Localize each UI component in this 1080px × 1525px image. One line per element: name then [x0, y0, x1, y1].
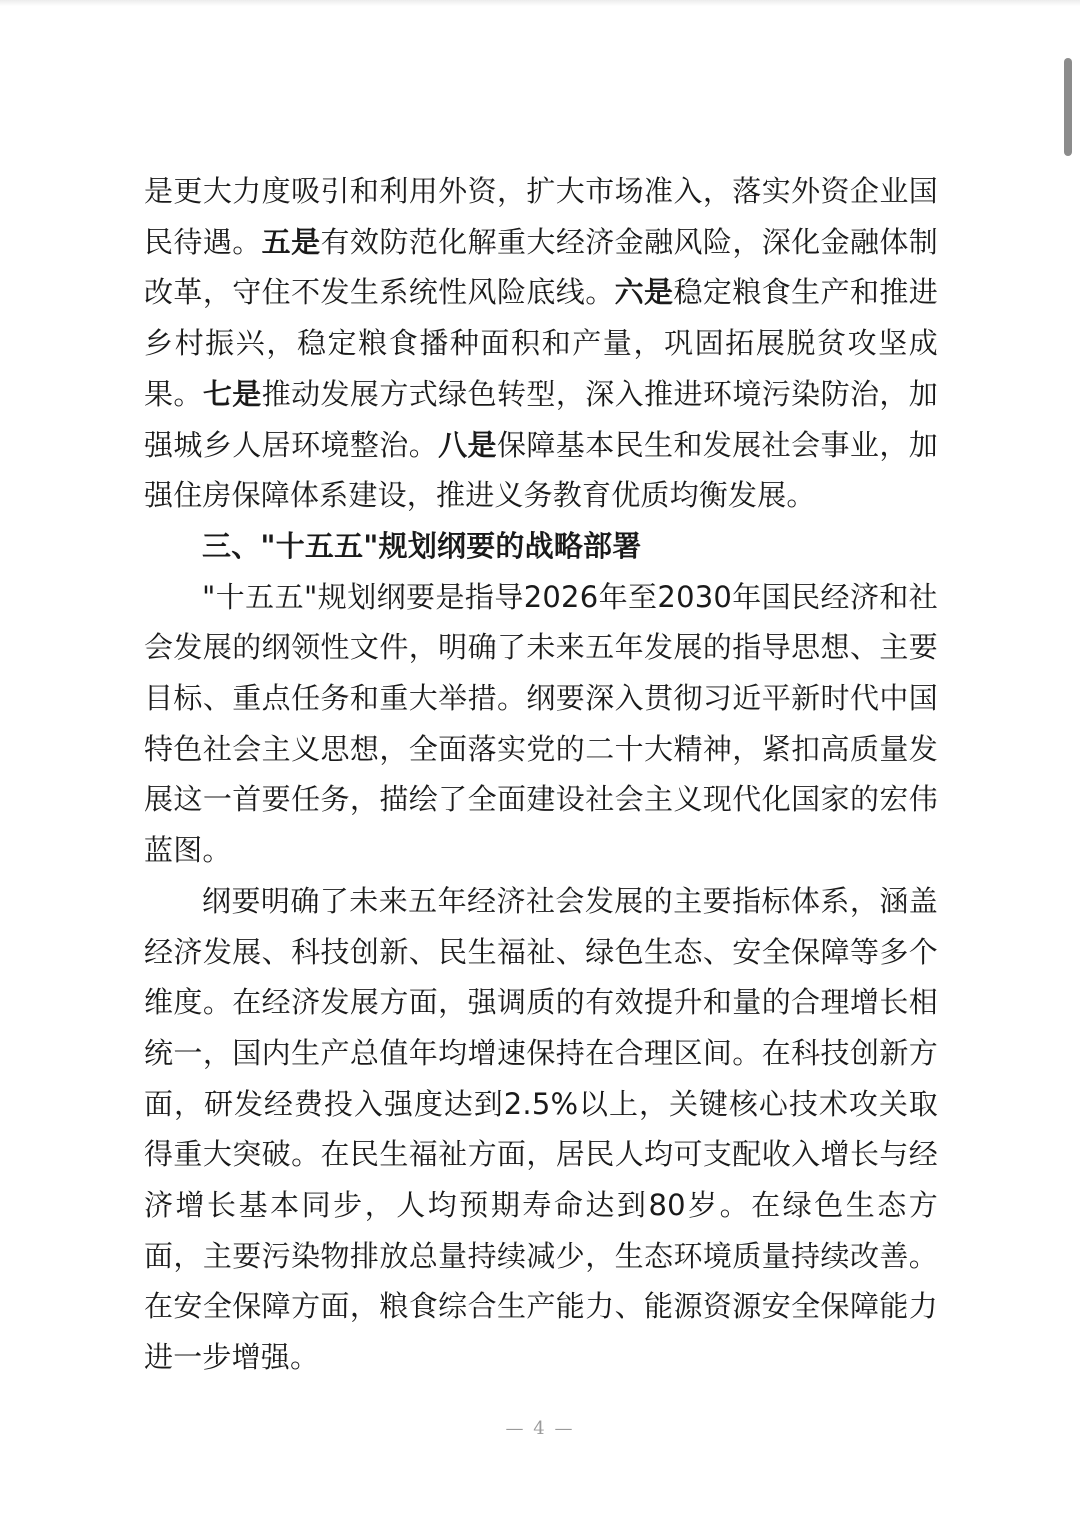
section-heading: 三、"十五五"规划纲要的战略部署	[202, 528, 642, 563]
text-measure-8: 保障基本民生和发展社会事业，加强住房保障体系建设，推进义务教育优质均衡发展。	[144, 427, 938, 513]
top-shadow-edge	[0, 0, 1080, 6]
keyword-five: 五是	[261, 224, 321, 259]
text-measure-7: 推动发展方式绿色转型，深入推进环境污染防治，加强城乡人居环境整治。	[144, 376, 939, 462]
keyword-eight: 八是	[438, 427, 497, 462]
keyword-six: 六是	[614, 275, 674, 310]
paragraph-measures	[144, 166, 938, 521]
text-measure-6: 稳定粮食生产和推进乡村振兴，稳定粮食播种面积和产量，巩固拓展脱贫攻坚成果。	[144, 275, 939, 411]
keyword-seven: 七是	[202, 376, 262, 411]
paragraph-indicators: 纲要明确了未来五年经济社会发展的主要指标体系，涵盖经济发展、科技创新、民生福祉、绿色生态、安全保障等多个维度。在经济发展方面，强调质的有效提升和量的合理增长相统一，国内生产总值年均增速保持在合理区间。在科技创新方面，研发经费投入强度达到2.5%以上，关键核心技术攻关取得重大突破。在民生福祉方面，居民人均可支配收入增长与经济增长基本同步，人均预期寿命达到80岁。在绿色生态方面，主要污染物排放总量持续减少，生态环境质量持续改善。在安全保障方面，粮食综合生产能力、能源资源安全保障能力进一步增强。	[144, 883, 938, 1375]
text-measure-5: 有效防范化解重大经济金融风险，深化金融体制改革，守住不发生系统性风险底线。	[144, 224, 939, 310]
paragraph-plan-outline: "十五五"规划纲要是指导2026年至2030年国民经济和社会发展的纲领性文件，明确了未来五年发展的指导思想、主要目标、重点任务和重大举措。纲要深入贯彻习近平新时代中国特色社会主义思想，全面落实党的二十大精神，紧扣高质量发展这一首要任务，描绘了全面建设社会主义现代化国家的宏伟蓝图。	[144, 579, 938, 868]
page-number: — 4 —	[505, 1418, 575, 1439]
document-body	[144, 166, 938, 1383]
text-measure-4-tail: 是更大力度吸引和利用外资，扩大市场准入，落实外资企业国民待遇。	[144, 174, 938, 259]
scrollbar-thumb[interactable]	[1064, 58, 1072, 156]
